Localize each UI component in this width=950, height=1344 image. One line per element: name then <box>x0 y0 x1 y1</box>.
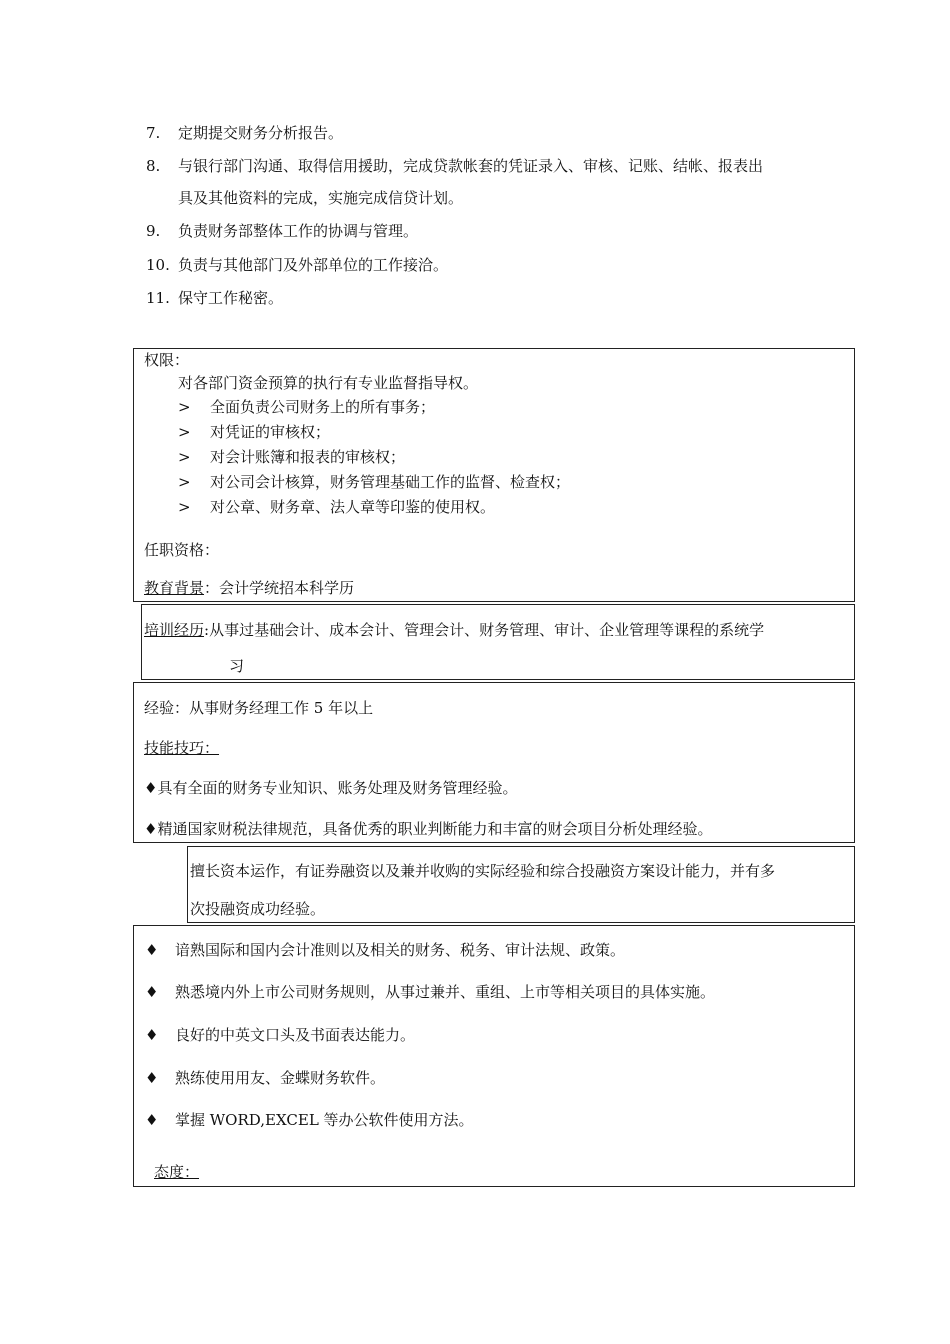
skill-bullet: ♦ 谙熟国际和国内会计准则以及相关的财务、税务、审计法规、政策。 <box>145 941 626 959</box>
skill-bullet: ♦ 良好的中英文口头及书面表达能力。 <box>145 1026 416 1044</box>
training-continuation: 习 <box>229 657 245 675</box>
capital-line: 擅长资本运作，有证券融资以及兼并收购的实际经验和综合投融资方案设计能力，并有多 <box>190 862 776 880</box>
arrow-marker-icon: > <box>178 498 191 516</box>
authority-bullet: > 全面负责公司财务上的所有事务； <box>178 398 436 416</box>
skill-bullet: ♦ 熟练使用用友、金蝶财务软件。 <box>145 1069 386 1087</box>
capital-line: 次投融资成功经验。 <box>190 900 326 918</box>
list-item-text: 与银行部门沟通、取得信用援助，完成贷款帐套的凭证录入、审核、记账、结帐、报表出 <box>178 157 764 175</box>
education-value: ：会计学统招本科学历 <box>204 579 355 597</box>
diamond-bullet-icon: ♦ <box>145 941 159 959</box>
training-value: :从事过基础会计、成本会计、管理会计、财务管理、审计、企业管理等课程的系统学 <box>204 621 765 639</box>
arrow-marker-icon: > <box>178 473 191 491</box>
diamond-bullet-icon: ♦ <box>145 1111 159 1129</box>
attitude-label: 态度： <box>154 1163 200 1181</box>
list-number: 8. <box>146 157 161 175</box>
list-item-text: 负责与其他部门及外部单位的工作接洽。 <box>178 256 449 274</box>
training-box <box>141 604 855 680</box>
education-row <box>144 581 354 596</box>
list-item-text: 保守工作秘密。 <box>178 289 284 307</box>
list-item-continuation: 具及其他资料的完成，实施完成信贷计划。 <box>178 189 464 207</box>
authority-heading: 权限： <box>144 351 190 369</box>
list-item-text: 定期提交财务分析报告。 <box>178 124 344 142</box>
authority-bullet: > 对凭证的审核权； <box>178 423 331 441</box>
skill-bullet: ♦ 掌握 WORD,EXCEL 等办公软件使用方法。 <box>145 1111 474 1129</box>
authority-bullet: > 对会计账簿和报表的审核权； <box>178 448 406 466</box>
skill-bullet: ♦ 熟悉境内外上市公司财务规则，从事过兼并、重组、上市等相关项目的具体实施。 <box>145 983 716 1001</box>
skills-label: 技能技巧： <box>144 739 220 757</box>
list-item-text: 负责财务部整体工作的协调与管理。 <box>178 222 419 240</box>
list-number: 9. <box>146 222 161 240</box>
diamond-bullet-icon: ♦ <box>145 1069 159 1087</box>
skills-bullets-box <box>133 925 855 1187</box>
diamond-bullet-icon: ♦ <box>145 1026 159 1044</box>
list-number: 10. <box>146 256 170 274</box>
arrow-marker-icon: > <box>178 423 191 441</box>
experience-text: 经验：从事财务经理工作 5 年以上 <box>144 699 374 717</box>
skill-line: ♦具有全面的财务专业知识、账务处理及财务管理经验。 <box>144 779 518 797</box>
arrow-marker-icon: > <box>178 398 191 416</box>
authority-bullet: > 对公司会计核算，财务管理基础工作的监督、检查权； <box>178 473 571 491</box>
list-number: 11. <box>146 289 170 307</box>
training-row <box>144 623 764 638</box>
training-label: 培训经历 <box>144 621 205 639</box>
list-number: 7. <box>146 124 161 142</box>
diamond-bullet-icon: ♦ <box>145 983 159 1001</box>
arrow-marker-icon: > <box>178 448 191 466</box>
authority-bullet: > 对公章、财务章、法人章等印鉴的使用权。 <box>178 498 496 516</box>
qualifications-heading: 任职资格： <box>144 541 220 559</box>
skill-line: ♦精通国家财税法律规范，具备优秀的职业判断能力和丰富的财会项目分析处理经验。 <box>144 820 713 838</box>
education-label: 教育背景 <box>144 579 205 597</box>
authority-intro: 对各部门资金预算的执行有专业监督指导权。 <box>178 374 479 392</box>
